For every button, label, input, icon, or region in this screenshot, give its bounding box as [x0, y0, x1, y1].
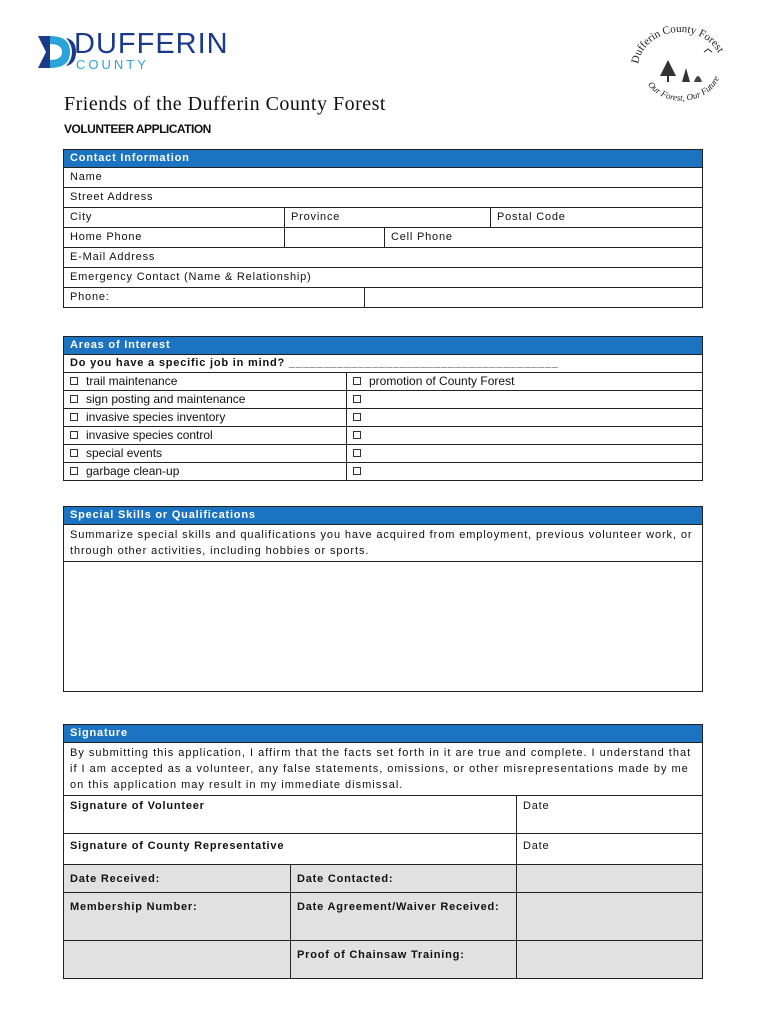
interest-col2	[346, 409, 369, 426]
rep-signature-row	[64, 834, 702, 865]
interest-option-label: special events	[86, 446, 163, 460]
checkbox-icon[interactable]	[70, 467, 78, 475]
logo-sub: COUNTY	[76, 57, 149, 72]
volunteer-date-label: Date	[523, 800, 550, 812]
interest-heading: Areas of Interest	[64, 337, 702, 355]
date-received-field[interactable]	[64, 865, 290, 892]
checkbox-icon[interactable]	[70, 431, 78, 439]
membership-number-field[interactable]	[64, 893, 290, 940]
city-province-postal-row	[64, 208, 702, 228]
city-field[interactable]	[64, 208, 284, 227]
interest-option-label: sign posting and maintenance	[86, 392, 246, 406]
skills-textarea[interactable]	[64, 562, 702, 692]
rep-signature-label: Signature of County Representative	[70, 840, 285, 852]
interest-row	[64, 445, 702, 463]
membership-number-label: Membership Number:	[70, 901, 198, 913]
interest-section	[63, 336, 703, 481]
chainsaw-field[interactable]	[290, 941, 516, 978]
logo-word: DUFFERIN	[74, 28, 229, 60]
interest-option-label: promotion of County Forest	[369, 374, 515, 388]
agreement-received-field[interactable]	[290, 893, 516, 940]
city-label: City	[70, 211, 93, 223]
checkbox-icon[interactable]	[70, 413, 78, 421]
admin-row-1	[64, 865, 702, 893]
interest-row	[64, 409, 702, 427]
phone-row	[64, 228, 702, 248]
chainsaw-label: Proof of Chainsaw Training:	[297, 949, 465, 961]
province-label: Province	[291, 211, 341, 223]
volunteer-signature-row	[64, 796, 702, 834]
interest-row	[64, 373, 702, 391]
interest-row	[64, 463, 702, 480]
emergency-phone-row	[64, 288, 702, 307]
street-field[interactable]	[64, 188, 702, 208]
cell-phone-field[interactable]	[384, 228, 702, 247]
interest-option-label: invasive species control	[86, 428, 213, 442]
svg-text:Dufferin County Forest	[629, 23, 726, 65]
checkbox-icon[interactable]	[70, 395, 78, 403]
contact-section	[63, 149, 703, 308]
province-field[interactable]	[284, 208, 490, 227]
skills-heading: Special Skills or Qualifications	[64, 507, 702, 525]
checkbox-icon[interactable]	[353, 377, 361, 385]
admin-row-2	[64, 893, 702, 941]
interest-col2	[346, 427, 369, 444]
admin-blank-1[interactable]	[516, 865, 702, 892]
emergency-field[interactable]	[64, 268, 702, 288]
emergency-phone-label: Phone:	[70, 291, 110, 303]
interest-col2	[346, 463, 369, 480]
home-phone-label: Home Phone	[70, 231, 143, 243]
checkbox-icon[interactable]	[353, 395, 361, 403]
checkbox-icon[interactable]	[70, 377, 78, 385]
logo-mark-icon	[36, 30, 76, 74]
agreement-received-label: Date Agreement/Waiver Received:	[297, 901, 500, 913]
volunteer-date-field[interactable]	[516, 796, 702, 833]
seal-bottom-text: Our Forest, Our Future	[645, 74, 722, 103]
volunteer-signature-field[interactable]	[64, 796, 516, 833]
interest-option-label: invasive species inventory	[86, 410, 226, 424]
checkbox-icon[interactable]	[353, 467, 361, 475]
admin-blank-2[interactable]	[516, 893, 702, 940]
job-question-label: Do you have a specific job in mind? _______________________________________	[70, 357, 559, 369]
dufferin-county-logo	[36, 28, 229, 76]
emergency-phone-input[interactable]	[364, 288, 702, 307]
street-label: Street Address	[70, 191, 154, 203]
admin-blank-4[interactable]	[516, 941, 702, 978]
interest-list	[64, 373, 702, 480]
rep-date-field[interactable]	[516, 834, 702, 864]
page-title: Friends of the Dufferin County Forest	[64, 93, 386, 115]
home-phone-field[interactable]	[64, 228, 284, 247]
signature-section	[63, 724, 703, 979]
volunteer-signature-label: Signature of Volunteer	[70, 800, 205, 812]
checkbox-icon[interactable]	[353, 413, 361, 421]
page-subtitle: VOLUNTEER APPLICATION	[64, 122, 211, 136]
date-contacted-field[interactable]	[290, 865, 516, 892]
interest-col2	[346, 445, 369, 462]
skills-section	[63, 506, 703, 692]
emergency-label: Emergency Contact (Name & Relationship)	[70, 271, 312, 283]
interest-option-label: garbage clean-up	[86, 464, 180, 478]
date-received-label: Date Received:	[70, 873, 161, 885]
seal-top-text: Dufferin County Forest	[629, 22, 727, 65]
email-label: E-Mail Address	[70, 251, 156, 263]
checkbox-icon[interactable]	[70, 449, 78, 457]
checkbox-icon[interactable]	[353, 431, 361, 439]
interest-col2	[346, 391, 369, 408]
contact-heading: Contact Information	[64, 150, 702, 168]
interest-row	[64, 391, 702, 409]
interest-row	[64, 427, 702, 445]
interest-col2	[346, 373, 514, 390]
postal-label: Postal Code	[497, 211, 566, 223]
name-label: Name	[70, 171, 103, 183]
rep-signature-field[interactable]	[64, 834, 516, 864]
signature-heading: Signature	[64, 725, 702, 743]
checkbox-icon[interactable]	[353, 449, 361, 457]
interest-option-label: trail maintenance	[86, 374, 178, 388]
name-field[interactable]	[64, 168, 702, 188]
skills-description: Summarize special skills and qualifications you have acquired from employment, previous volunteer work, or through other activities, including hobbies or sports.	[64, 525, 702, 562]
postal-field[interactable]	[490, 208, 702, 227]
cell-phone-label: Cell Phone	[391, 231, 453, 243]
signature-statement: By submitting this application, I affirm that the facts set forth in it are true and complete. I understand that if I am accepted as a volunteer, any false statements, omissions, or other misrepresentations made by me on this application may result in my immediate dismissal.	[64, 743, 702, 796]
job-question[interactable]	[64, 355, 702, 373]
date-contacted-label: Date Contacted:	[297, 873, 394, 885]
email-field[interactable]	[64, 248, 702, 268]
admin-blank-3[interactable]	[64, 941, 290, 978]
admin-row-3	[64, 941, 702, 978]
home-phone-input[interactable]	[284, 228, 384, 247]
forest-seal-icon	[624, 16, 736, 114]
rep-date-label: Date	[523, 840, 550, 852]
